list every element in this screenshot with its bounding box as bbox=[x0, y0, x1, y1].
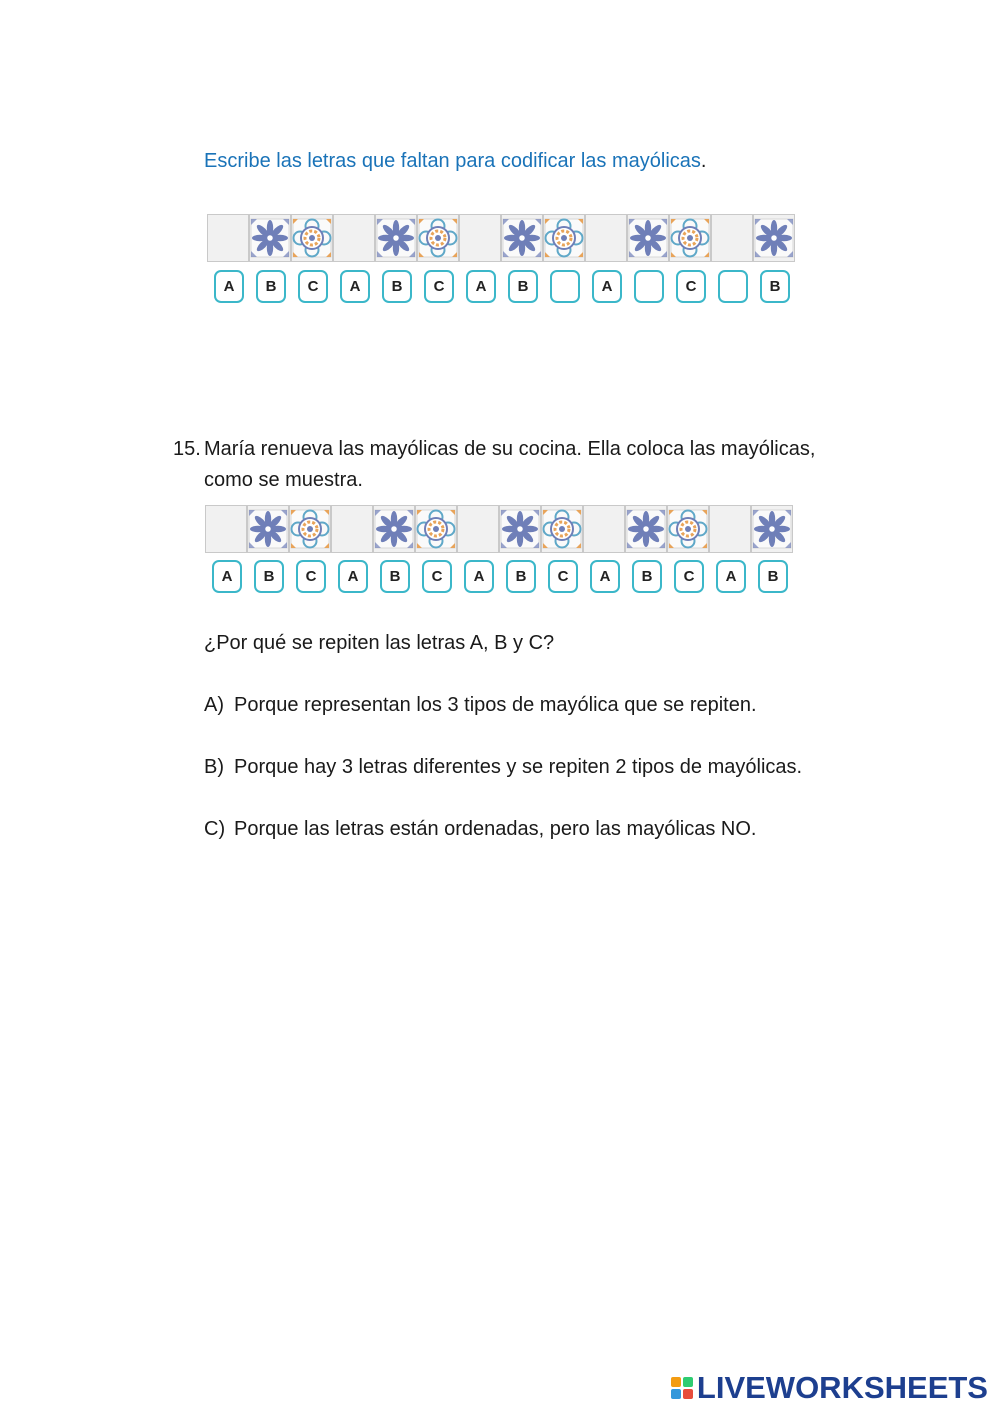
tile-pattern-1 bbox=[207, 214, 795, 262]
q15-tile-flower bbox=[373, 505, 415, 553]
q15-tile-flower bbox=[625, 505, 667, 553]
instruction-text bbox=[204, 150, 706, 173]
option-b-label: B) bbox=[204, 756, 224, 778]
ex1-answer-input[interactable] bbox=[550, 270, 580, 303]
ex1-tile-medallion bbox=[291, 214, 333, 262]
ex1-tile-flower bbox=[501, 214, 543, 262]
liveworksheets-brand bbox=[671, 1370, 988, 1406]
option-b-text: Porque hay 3 letras diferentes y se repiten 2 tipos de mayólicas. bbox=[234, 756, 803, 778]
ex1-tile-flower bbox=[753, 214, 795, 262]
q15-tile-medallion bbox=[289, 505, 331, 553]
question-number: 15. bbox=[173, 438, 201, 460]
ex1-letter-box: C bbox=[676, 270, 706, 303]
q15-tile-blank bbox=[583, 505, 625, 553]
ex1-letter-box: B bbox=[382, 270, 412, 303]
q15-tile-medallion bbox=[415, 505, 457, 553]
ex1-letter-box: A bbox=[466, 270, 496, 303]
ex1-tile-blank bbox=[585, 214, 627, 262]
q15-tile-blank bbox=[331, 505, 373, 553]
ex1-letter-box: B bbox=[508, 270, 538, 303]
q15-tile-blank bbox=[709, 505, 751, 553]
q15-tile-medallion bbox=[667, 505, 709, 553]
q15-letter-box: C bbox=[674, 560, 704, 593]
q15-letter-box: B bbox=[506, 560, 536, 593]
letter-code-row-1 bbox=[214, 270, 802, 303]
ex1-tile-flower bbox=[249, 214, 291, 262]
ex1-tile-flower bbox=[627, 214, 669, 262]
q15-letter-box: A bbox=[338, 560, 368, 593]
ex1-tile-blank bbox=[207, 214, 249, 262]
option-c-text: Porque las letras están ordenadas, pero las mayólicas NO. bbox=[234, 818, 757, 840]
question-line-2: como se muestra. bbox=[204, 469, 363, 491]
question-line-1: María renueva las mayólicas de su cocina. Ella coloca las mayólicas, bbox=[204, 438, 816, 460]
ex1-letter-box: A bbox=[340, 270, 370, 303]
q15-letter-box: B bbox=[254, 560, 284, 593]
option-a[interactable] bbox=[204, 694, 757, 717]
ex1-tile-blank bbox=[333, 214, 375, 262]
ex1-letter-box: A bbox=[214, 270, 244, 303]
tile-pattern-2 bbox=[205, 505, 793, 553]
ex1-tile-medallion bbox=[669, 214, 711, 262]
ex1-tile-blank bbox=[459, 214, 501, 262]
q15-tile-blank bbox=[457, 505, 499, 553]
ex1-answer-input[interactable] bbox=[634, 270, 664, 303]
q15-tile-blank bbox=[205, 505, 247, 553]
instruction-period: . bbox=[700, 150, 707, 172]
q15-letter-box: B bbox=[758, 560, 788, 593]
q15-letter-box: A bbox=[716, 560, 746, 593]
ex1-letter-box: B bbox=[760, 270, 790, 303]
q15-letter-box: A bbox=[212, 560, 242, 593]
q15-tile-flower bbox=[499, 505, 541, 553]
q15-tile-flower bbox=[247, 505, 289, 553]
ex1-answer-input[interactable] bbox=[718, 270, 748, 303]
question-prompt: ¿Por qué se repiten las letras A, B y C? bbox=[204, 632, 555, 654]
ex1-tile-blank bbox=[711, 214, 753, 262]
ex1-letter-box: C bbox=[424, 270, 454, 303]
ex1-letter-box: B bbox=[256, 270, 286, 303]
q15-letter-box: C bbox=[422, 560, 452, 593]
option-a-text: Porque representan los 3 tipos de mayólica que se repiten. bbox=[234, 694, 757, 716]
q15-letter-box: C bbox=[548, 560, 578, 593]
ex1-tile-flower bbox=[375, 214, 417, 262]
ex1-letter-box: A bbox=[592, 270, 622, 303]
ex1-tile-medallion bbox=[543, 214, 585, 262]
q15-letter-box: C bbox=[296, 560, 326, 593]
q15-letter-box: B bbox=[380, 560, 410, 593]
option-c[interactable] bbox=[204, 818, 757, 841]
letter-code-row-2 bbox=[212, 560, 800, 593]
instruction-main: Escribe las letras que faltan para codificar las mayólicas bbox=[204, 150, 701, 172]
q15-letter-box: B bbox=[632, 560, 662, 593]
ex1-tile-medallion bbox=[417, 214, 459, 262]
liveworksheets-logo-icon bbox=[671, 1377, 693, 1399]
q15-letter-box: A bbox=[464, 560, 494, 593]
ex1-letter-box: C bbox=[298, 270, 328, 303]
option-a-label: A) bbox=[204, 694, 224, 716]
q15-tile-medallion bbox=[541, 505, 583, 553]
q15-letter-box: A bbox=[590, 560, 620, 593]
q15-tile-flower bbox=[751, 505, 793, 553]
option-b[interactable] bbox=[204, 756, 802, 779]
option-c-label: C) bbox=[204, 818, 226, 840]
brand-name: LIVEWORKSHEETS bbox=[696, 1370, 988, 1405]
